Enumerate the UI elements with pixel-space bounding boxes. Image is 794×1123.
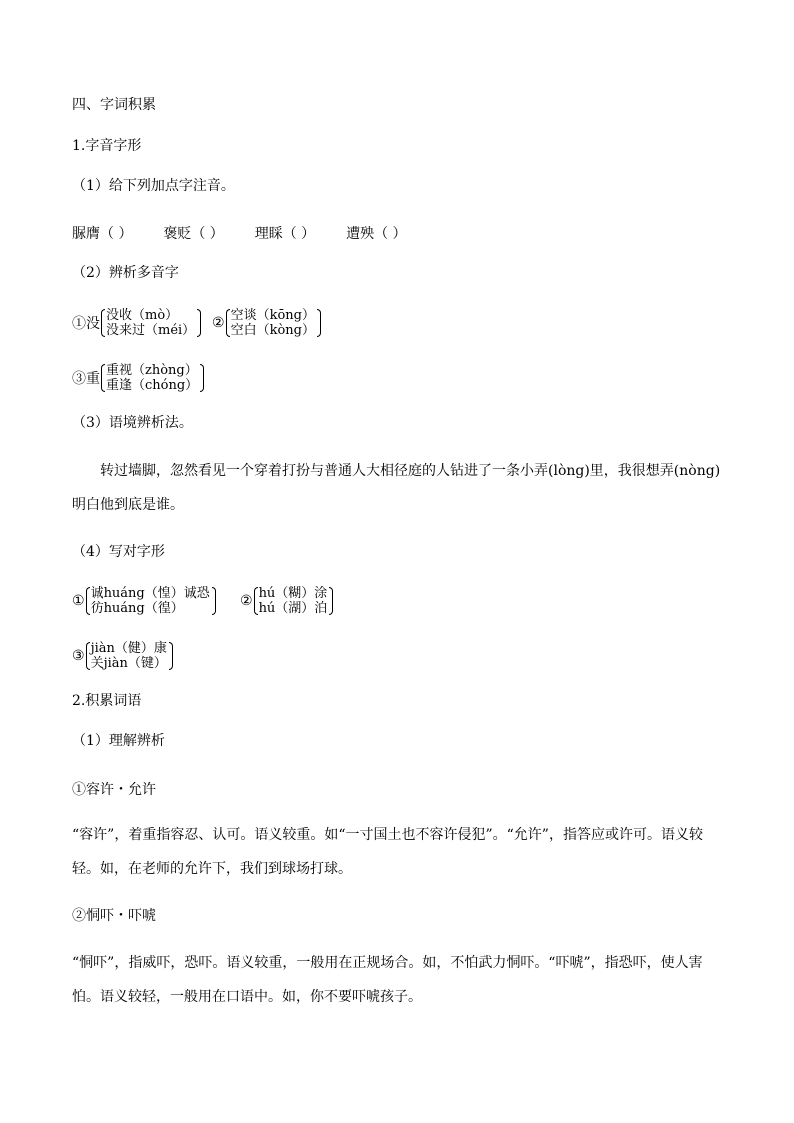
left-brace [254,587,258,615]
blank-item: 褒贬（ ） [163,226,224,242]
polyphone-group-1: ①没 没收（mò） 没来过（méi） [72,308,201,338]
right-brace [329,587,333,615]
word-pair-2-title: ②恫吓・吓唬 [72,908,156,924]
understand-title: （1）理解辨析 [72,733,165,749]
char-form-group-3: ③ jiàn（健）康 关jiàn（键） [72,641,173,671]
polyphone-group-3: ③重 重视（zhòng） 重逢（chóng） [72,363,204,393]
left-brace [226,309,230,337]
right-brace [212,587,216,615]
word-pair-1-explanation: “容许”，着重指容忍、认可。语义较重。如“一寸国土也不容许侵犯”。“允许”，指答应或许可。语义较轻。如，在老师的允许下，我们到球场打球。 [72,827,703,877]
context-paragraph: 转过墙脚，忽然看见一个穿着打扮与普通人大相径庭的人钻进了一条小弄(lòng)里，我很想弄(nòng)明白他到底是谁。 [72,463,721,513]
subsection-title-vocabulary: 2.积累词语 [72,693,142,709]
section-title: 四、字词积累 [72,97,156,113]
question-4-title: （4）写对字形 [72,544,165,560]
pinyin-blanks-row [72,225,407,243]
blank-item: 脲膺（ ） [72,226,133,242]
blank-item: 遭殃（ ） [346,226,407,242]
word-pair-1-title: ①容许・允许 [72,782,156,798]
polyphone-group-2: ② 空谈（kōng） 空白（kòng） [212,308,321,338]
left-brace [86,642,90,670]
left-brace [86,587,90,615]
question-3-title: （3）语境辨析法。 [72,415,193,431]
right-brace [169,642,173,670]
left-brace [101,309,105,337]
right-brace [317,309,321,337]
right-brace [200,364,204,392]
char-form-group-2: ② hú（糊）涂 hú（湖）泊 [240,586,333,616]
question-1-title: （1）给下列加点字注音。 [72,178,235,194]
question-2-title: （2）辨析多音字 [72,265,179,281]
blank-item: 理睬（ ） [254,226,316,242]
char-form-group-1: ① 诚huáng（惶）诚恐 彷huáng（徨） [72,586,216,616]
left-brace [101,364,105,392]
subsection-title-pronunciation: 1.字音字形 [72,138,142,154]
word-pair-2-explanation: “恫吓”，指威吓，恐吓。语义较重，一般用在正规场合。如，不怕武力恫吓。“吓唬”，指恐吓，使人害怕。语义较轻，一般用在口语中。如，你不要吓唬孩子。 [72,955,703,1005]
right-brace [197,309,201,337]
